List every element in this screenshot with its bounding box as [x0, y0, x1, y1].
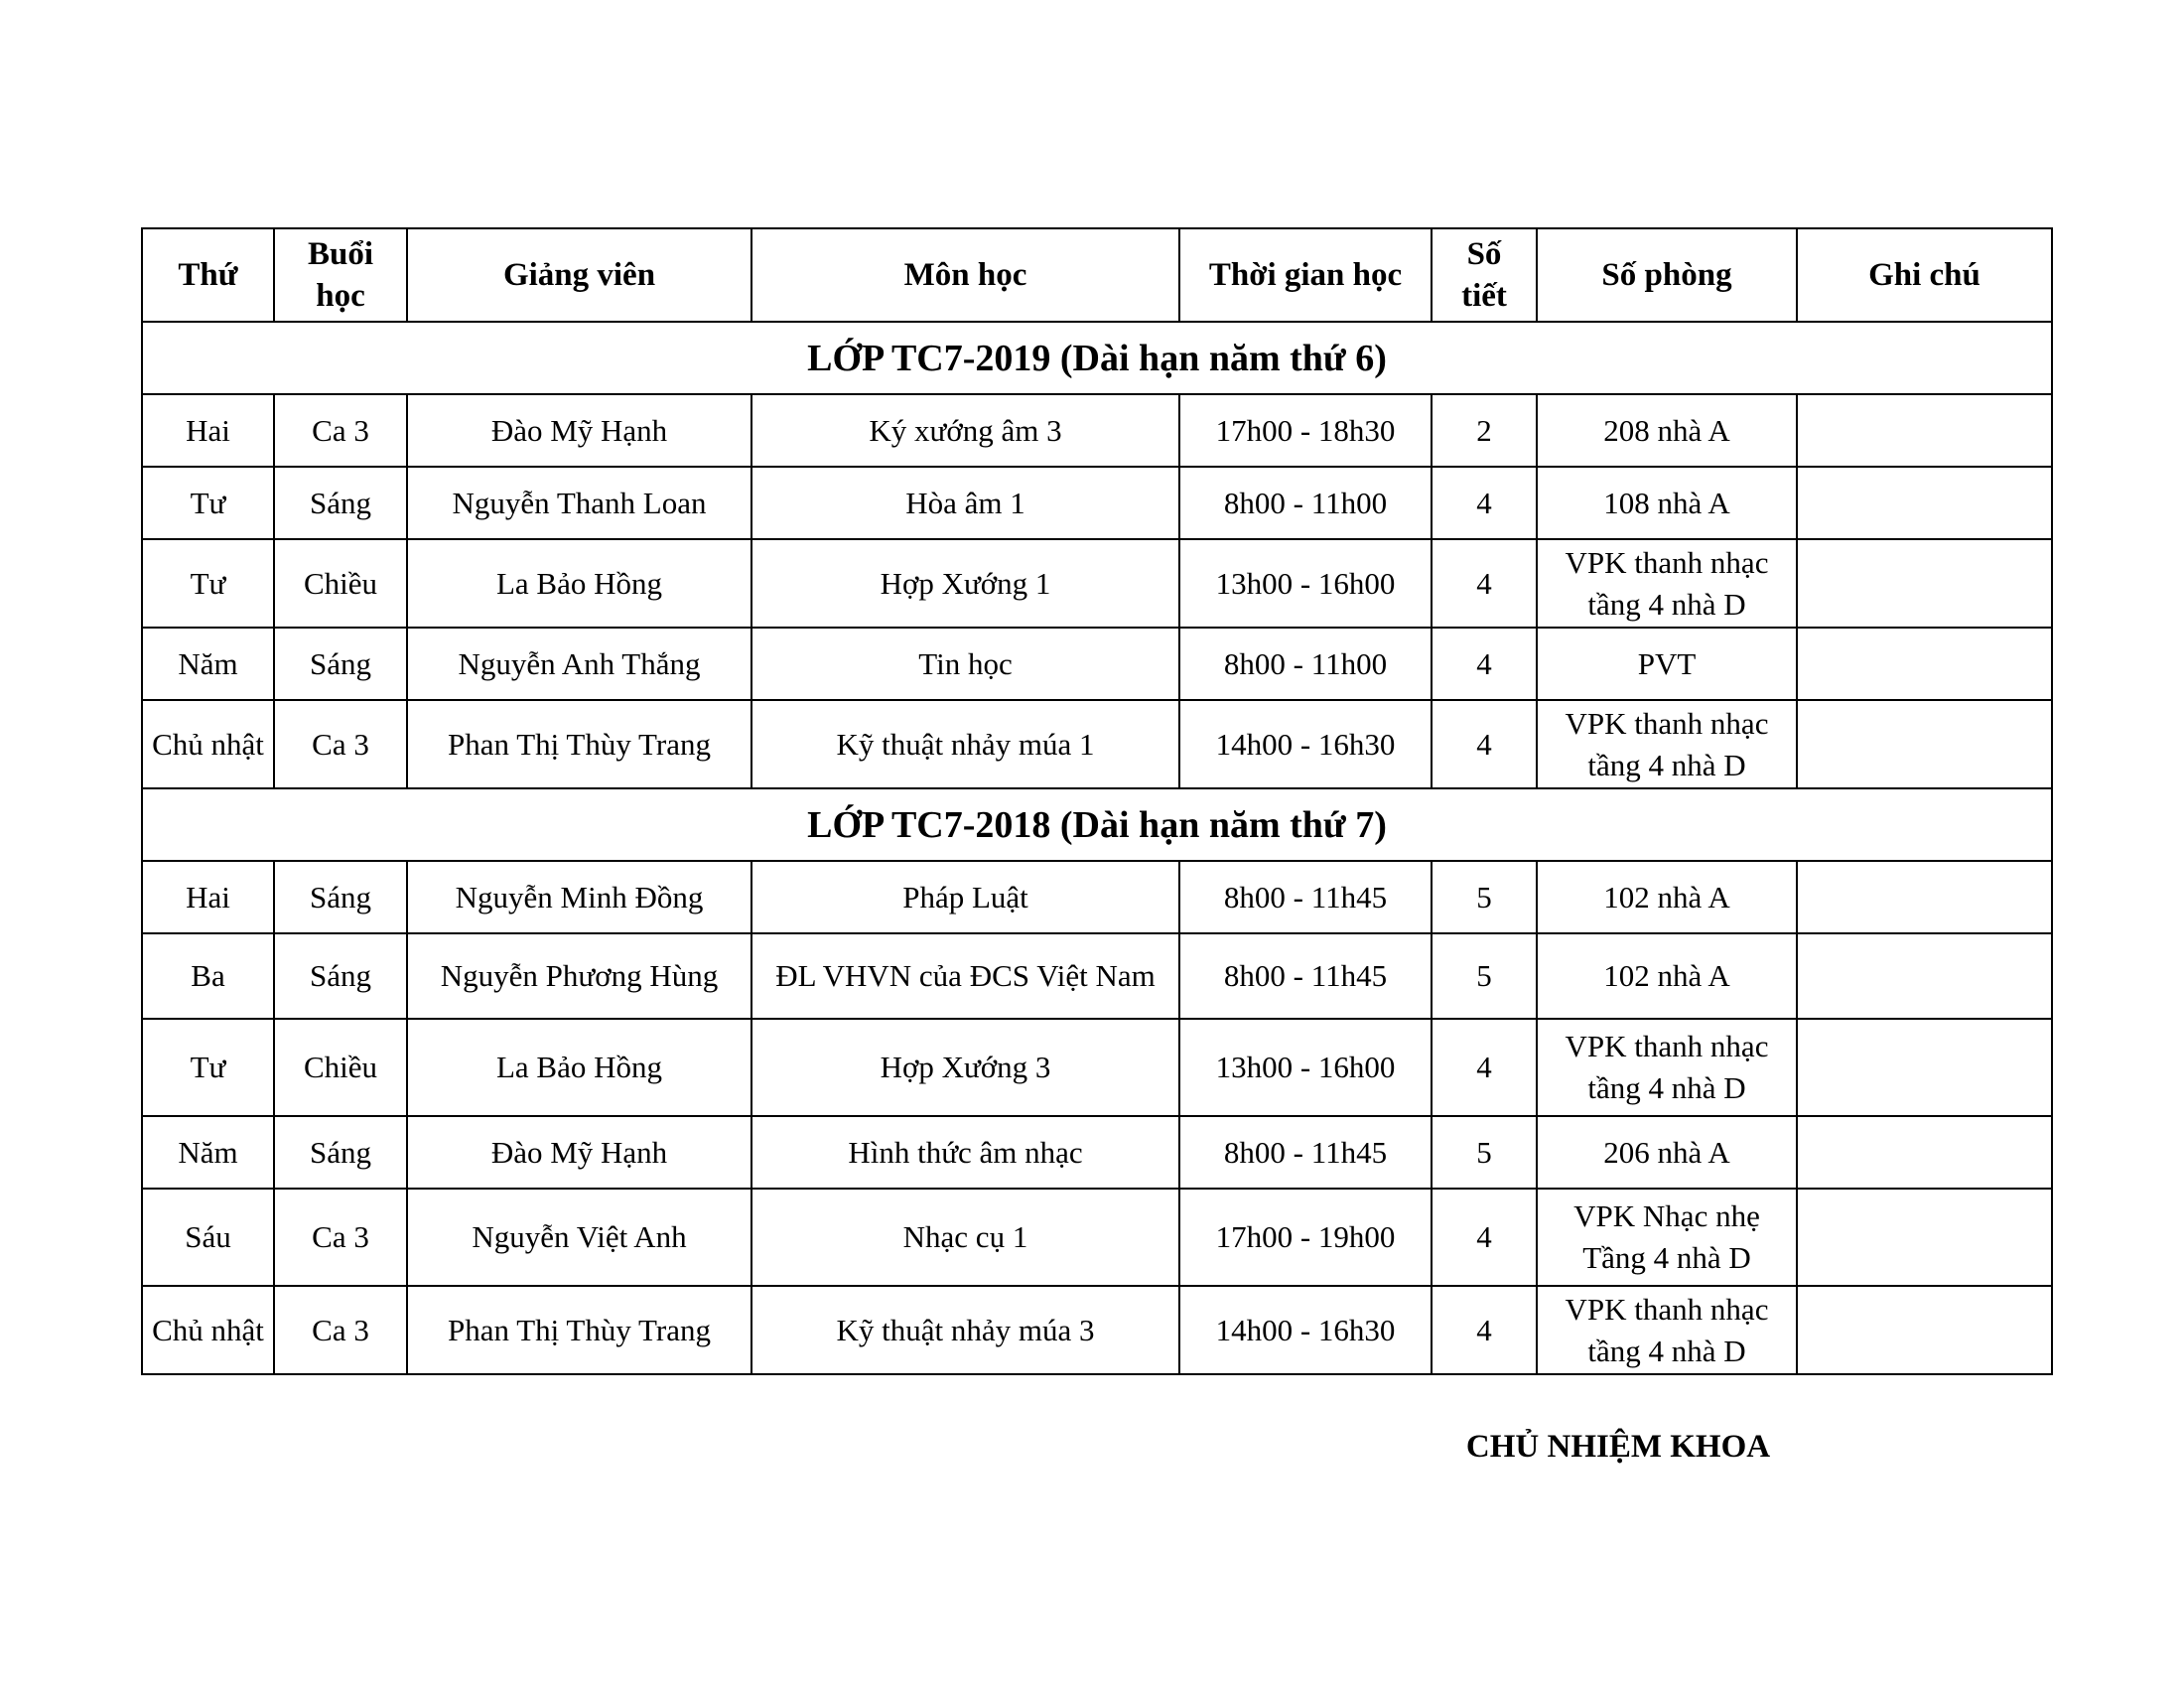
cell-so-phong: PVT — [1537, 628, 1797, 700]
cell-thoi-gian: 13h00 - 16h00 — [1179, 1019, 1432, 1116]
cell-thu: Sáu — [142, 1189, 274, 1286]
table-row — [142, 933, 2052, 1019]
cell-so-tiet: 4 — [1432, 628, 1537, 700]
cell-ghi-chu — [1797, 539, 2052, 628]
cell-thoi-gian: 17h00 - 18h30 — [1179, 394, 1432, 467]
table-row — [142, 394, 2052, 467]
cell-giang-vien: Phan Thị Thùy Trang — [407, 1286, 751, 1374]
cell-thu: Tư — [142, 539, 274, 628]
cell-thu: Năm — [142, 628, 274, 700]
cell-buoi-hoc: Ca 3 — [274, 1286, 407, 1374]
cell-so-phong: 206 nhà A — [1537, 1116, 1797, 1189]
cell-thu: Năm — [142, 1116, 274, 1189]
cell-giang-vien: La Bảo Hồng — [407, 1019, 751, 1116]
header-thu: Thứ — [142, 228, 274, 322]
cell-giang-vien: Nguyễn Phương Hùng — [407, 933, 751, 1019]
cell-thoi-gian: 14h00 - 16h30 — [1179, 1286, 1432, 1374]
header-so-phong: Số phòng — [1537, 228, 1797, 322]
cell-so-phong: VPK thanh nhạc tầng 4 nhà D — [1537, 1019, 1797, 1116]
cell-buoi-hoc: Sáng — [274, 861, 407, 933]
cell-so-phong: VPK thanh nhạc tầng 4 nhà D — [1537, 1286, 1797, 1374]
cell-thu: Ba — [142, 933, 274, 1019]
cell-buoi-hoc: Ca 3 — [274, 394, 407, 467]
cell-ghi-chu — [1797, 628, 2052, 700]
cell-so-tiet: 4 — [1432, 1286, 1537, 1374]
cell-mon-hoc: ĐL VHVN của ĐCS Việt Nam — [751, 933, 1179, 1019]
cell-giang-vien: Nguyễn Việt Anh — [407, 1189, 751, 1286]
cell-thoi-gian: 13h00 - 16h00 — [1179, 539, 1432, 628]
cell-thu: Hai — [142, 861, 274, 933]
header-giang-vien: Giảng viên — [407, 228, 751, 322]
cell-so-phong: 208 nhà A — [1537, 394, 1797, 467]
cell-thu: Chủ nhật — [142, 700, 274, 788]
cell-ghi-chu — [1797, 1286, 2052, 1374]
cell-so-phong: 108 nhà A — [1537, 467, 1797, 539]
cell-ghi-chu — [1797, 1019, 2052, 1116]
cell-giang-vien: Phan Thị Thùy Trang — [407, 700, 751, 788]
section-title: LỚP TC7-2018 (Dài hạn năm thứ 7) — [142, 788, 2052, 861]
header-row — [142, 228, 2052, 322]
cell-so-phong: VPK Nhạc nhẹ Tầng 4 nhà D — [1537, 1189, 1797, 1286]
cell-mon-hoc: Hợp Xướng 1 — [751, 539, 1179, 628]
cell-ghi-chu — [1797, 861, 2052, 933]
cell-mon-hoc: Hình thức âm nhạc — [751, 1116, 1179, 1189]
cell-thu: Tư — [142, 467, 274, 539]
table-row — [142, 700, 2052, 788]
cell-giang-vien: Nguyễn Anh Thắng — [407, 628, 751, 700]
cell-buoi-hoc: Ca 3 — [274, 1189, 407, 1286]
cell-buoi-hoc: Sáng — [274, 628, 407, 700]
cell-mon-hoc: Tin học — [751, 628, 1179, 700]
cell-mon-hoc: Pháp Luật — [751, 861, 1179, 933]
cell-so-tiet: 5 — [1432, 1116, 1537, 1189]
cell-thoi-gian: 14h00 - 16h30 — [1179, 700, 1432, 788]
cell-thu: Hai — [142, 394, 274, 467]
section-header-row — [142, 322, 2052, 394]
cell-ghi-chu — [1797, 394, 2052, 467]
cell-buoi-hoc: Ca 3 — [274, 700, 407, 788]
cell-thu: Tư — [142, 1019, 274, 1116]
cell-mon-hoc: Hòa âm 1 — [751, 467, 1179, 539]
cell-thoi-gian: 8h00 - 11h00 — [1179, 628, 1432, 700]
section-header-row — [142, 788, 2052, 861]
cell-mon-hoc: Kỹ thuật nhảy múa 3 — [751, 1286, 1179, 1374]
cell-thoi-gian: 8h00 - 11h45 — [1179, 1116, 1432, 1189]
cell-thoi-gian: 8h00 - 11h45 — [1179, 933, 1432, 1019]
cell-mon-hoc: Ký xướng âm 3 — [751, 394, 1179, 467]
cell-thoi-gian: 8h00 - 11h45 — [1179, 861, 1432, 933]
header-so-tiet: Số tiết — [1432, 228, 1537, 322]
cell-so-tiet: 4 — [1432, 1189, 1537, 1286]
schedule-body — [142, 322, 2052, 1374]
cell-so-tiet: 4 — [1432, 700, 1537, 788]
schedule-table — [141, 227, 2053, 1375]
cell-ghi-chu — [1797, 467, 2052, 539]
cell-ghi-chu — [1797, 933, 2052, 1019]
cell-buoi-hoc: Chiều — [274, 539, 407, 628]
cell-giang-vien: Nguyễn Minh Đồng — [407, 861, 751, 933]
header-thoi-gian: Thời gian học — [1179, 228, 1432, 322]
cell-so-tiet: 5 — [1432, 933, 1537, 1019]
table-row — [142, 1189, 2052, 1286]
header-ghi-chu: Ghi chú — [1797, 228, 2052, 322]
cell-so-tiet: 4 — [1432, 467, 1537, 539]
cell-ghi-chu — [1797, 1116, 2052, 1189]
cell-so-tiet: 2 — [1432, 394, 1537, 467]
cell-mon-hoc: Kỹ thuật nhảy múa 1 — [751, 700, 1179, 788]
cell-mon-hoc: Nhạc cụ 1 — [751, 1189, 1179, 1286]
cell-so-tiet: 4 — [1432, 539, 1537, 628]
table-row — [142, 1286, 2052, 1374]
table-row — [142, 1019, 2052, 1116]
cell-mon-hoc: Hợp Xướng 3 — [751, 1019, 1179, 1116]
table-row — [142, 467, 2052, 539]
signature-title: CHỦ NHIỆM KHOA — [1465, 1429, 1771, 1465]
cell-giang-vien: Đào Mỹ Hạnh — [407, 1116, 751, 1189]
header-mon-hoc: Môn học — [751, 228, 1179, 322]
cell-so-phong: VPK thanh nhạc tầng 4 nhà D — [1537, 700, 1797, 788]
cell-so-phong: 102 nhà A — [1537, 933, 1797, 1019]
cell-so-tiet: 5 — [1432, 861, 1537, 933]
table-row — [142, 539, 2052, 628]
cell-thu: Chủ nhật — [142, 1286, 274, 1374]
cell-buoi-hoc: Sáng — [274, 1116, 407, 1189]
cell-so-phong: VPK thanh nhạc tầng 4 nhà D — [1537, 539, 1797, 628]
table-row — [142, 628, 2052, 700]
cell-buoi-hoc: Sáng — [274, 467, 407, 539]
cell-ghi-chu — [1797, 1189, 2052, 1286]
cell-buoi-hoc: Chiều — [274, 1019, 407, 1116]
cell-so-tiet: 4 — [1432, 1019, 1537, 1116]
table-row — [142, 1116, 2052, 1189]
section-title: LỚP TC7-2019 (Dài hạn năm thứ 6) — [142, 322, 2052, 394]
cell-buoi-hoc: Sáng — [274, 933, 407, 1019]
cell-giang-vien: Nguyễn Thanh Loan — [407, 467, 751, 539]
cell-giang-vien: La Bảo Hồng — [407, 539, 751, 628]
cell-thoi-gian: 8h00 - 11h00 — [1179, 467, 1432, 539]
cell-so-phong: 102 nhà A — [1537, 861, 1797, 933]
cell-ghi-chu — [1797, 700, 2052, 788]
cell-giang-vien: Đào Mỹ Hạnh — [407, 394, 751, 467]
cell-thoi-gian: 17h00 - 19h00 — [1179, 1189, 1432, 1286]
table-row — [142, 861, 2052, 933]
header-buoi-hoc: Buổi học — [274, 228, 407, 322]
